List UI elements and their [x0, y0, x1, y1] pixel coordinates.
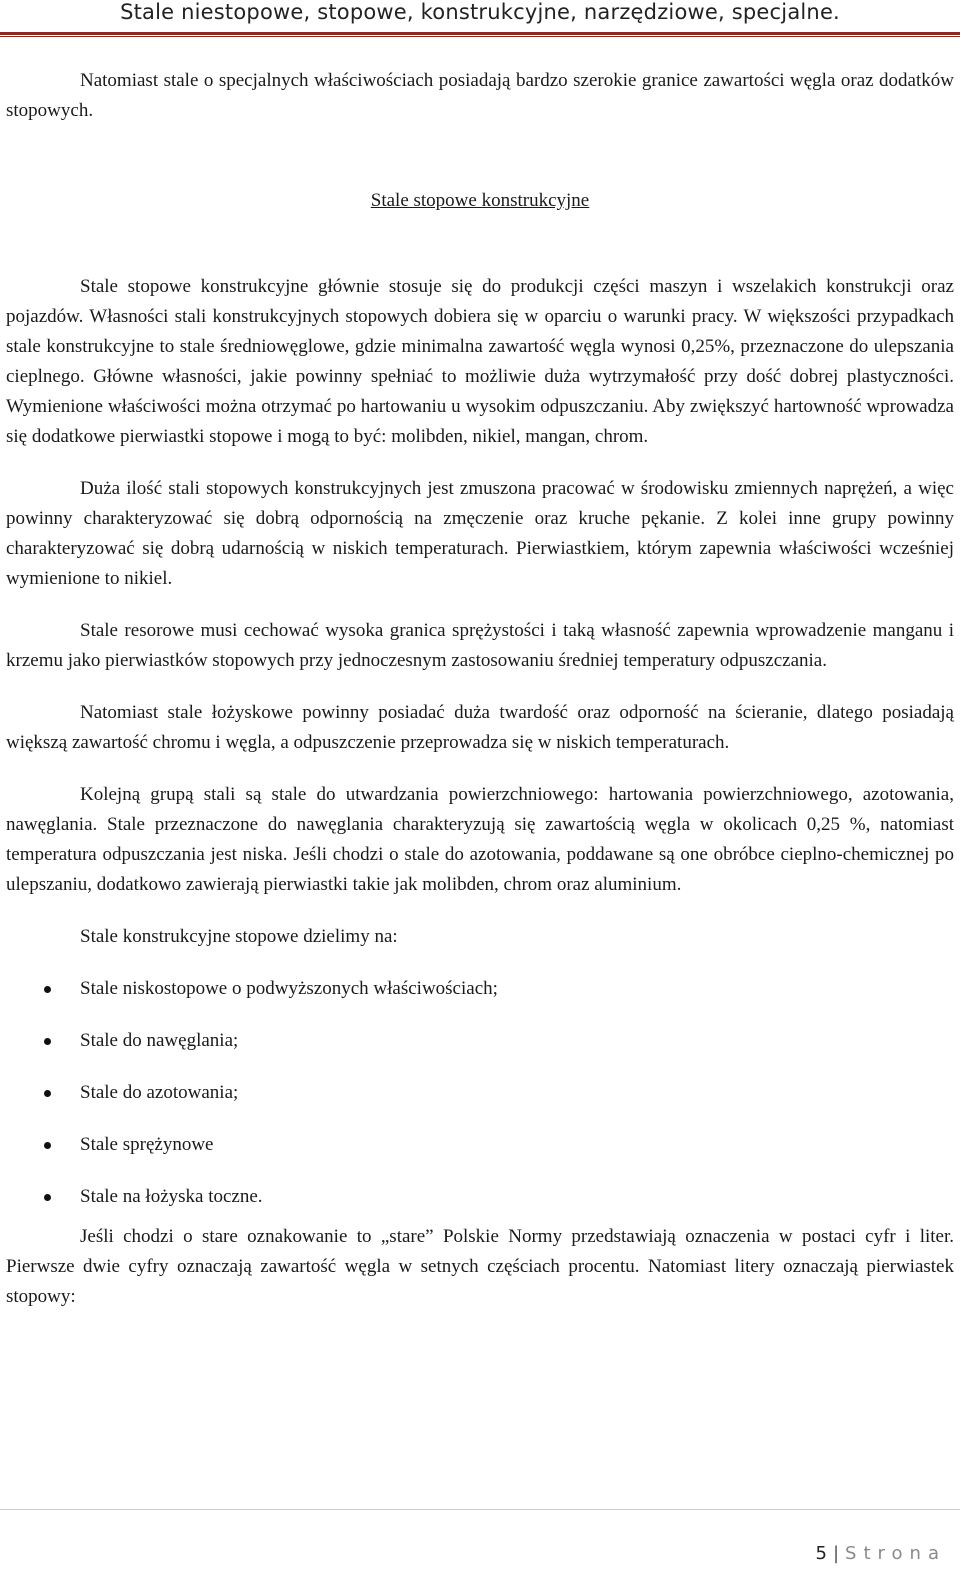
footer-rule: [0, 1509, 960, 1510]
list-item-text: Stale niskostopowe o podwyższonych właściwościach;: [80, 978, 498, 999]
paragraph: Natomiast stale łożyskowe powinny posiadać duża twardość oraz odporność na ścieranie, dlatego posiadają większą zawartość chromu i węgla, a odpuszczenie przeprowadza się w niskich temperaturach.: [6, 702, 954, 753]
header-rule-thin: [0, 36, 960, 37]
list-item: [6, 1130, 954, 1182]
paragraph: Duża ilość stali stopowych konstrukcyjnych jest zmuszona pracować w środowisku zmiennych naprężeń, a więc powinny charakteryzować się dobrą odpornością na zmęczenie oraz kruche pękanie. Z kolei inne grupy powinny charakteryzować się dobrą udarnością w niskich temperaturach. Pierwiastkiem, którym zapewnia właściwości wcześniej wymienione to nikiel.: [6, 478, 954, 589]
page-footer: [816, 1543, 946, 1564]
list-item-text: Stale do nawęglania;: [80, 1030, 239, 1051]
paragraph: Jeśli chodzi o stare oznakowanie to „stare” Polskie Normy przedstawiają oznaczenia w postaci cyfr i liter. Pierwsze dwie cyfry oznaczają zawartość węgla w setnych częściach procentu. Natomiast litery oznaczają pierwiastek stopowy:: [6, 1226, 954, 1307]
steel-types-list: [6, 974, 954, 1222]
page-number: 5: [815, 1543, 827, 1564]
header-rule: [0, 32, 960, 35]
bullet-icon: [44, 986, 51, 993]
bullet-icon: [44, 1142, 51, 1149]
bullet-icon: [44, 1090, 51, 1097]
paragraph: Kolejną grupą stali są stale do utwardzania powierzchniowego: hartowania powierzchniowego, azotowania, nawęglania. Stale przeznaczone do nawęglania charakteryzują się zawartością węgla w okolicach 0,25 %, natomiast temperatura odpuszczania jest niska. Jeśli chodzi o stale do azotowania, poddawane są one obróbce cieplno-chemicznej po ulepszaniu, dodatkowo zawierają pierwiastki takie jak molibden, chrom oraz aluminium.: [6, 784, 954, 895]
list-item-text: Stale do azotowania;: [80, 1082, 239, 1103]
footer-label: Strona: [845, 1543, 946, 1564]
paragraph: Natomiast stale o specjalnych właściwościach posiadają bardzo szerokie granice zawartości węgla oraz dodatków stopowych.: [6, 70, 954, 121]
section-title: Stale stopowe konstrukcyjne: [370, 190, 590, 211]
page-header: [0, 0, 960, 34]
list-item: [6, 1078, 954, 1130]
paragraph: Stale resorowe musi cechować wysoka granica sprężystości i taką własność zapewnia wprowadzenie manganu i krzemu jako pierwiastków stopowych przy jednoczesnym zastosowaniu średniej temperatury odpuszczania.: [6, 620, 954, 671]
list-item-text: Stale na łożyska toczne.: [80, 1186, 263, 1207]
document-body: [6, 66, 954, 1312]
list-item: [6, 974, 954, 1026]
header-title: Stale niestopowe, stopowe, konstrukcyjne, narzędziowe, specjalne.: [120, 0, 840, 24]
bullet-icon: [44, 1194, 51, 1201]
list-item-text: Stale sprężynowe: [80, 1134, 214, 1155]
list-item: [6, 1026, 954, 1078]
paragraph: Stale stopowe konstrukcyjne głównie stosuje się do produkcji części maszyn i wszelakich konstrukcji oraz pojazdów. Własności stali konstrukcyjnych stopowych dobiera się w oparciu o warunki pracy. W większości przypadkach stale konstrukcyjne to stale średniowęglowe, gdzie minimalna zawartość węgla wynosi 0,25%, przeznaczone do ulepszania cieplnego. Główne własności, jakie powinny spełniać to możliwie duża wytrzymałość przy dość dobrej plastyczności. Wymienione właściwości można otrzymać po hartowaniu u wysokim odpuszczaniu. Aby zwiększyć hartowność wprowadza się dodatkowe pierwiastki stopowe i mogą to być: molibden, nikiel, mangan, chrom.: [6, 276, 954, 447]
footer-separator: |: [832, 1543, 840, 1564]
list-item: [6, 1182, 954, 1222]
list-lead: Stale konstrukcyjne stopowe dzielimy na:: [80, 926, 398, 947]
bullet-icon: [44, 1038, 51, 1045]
